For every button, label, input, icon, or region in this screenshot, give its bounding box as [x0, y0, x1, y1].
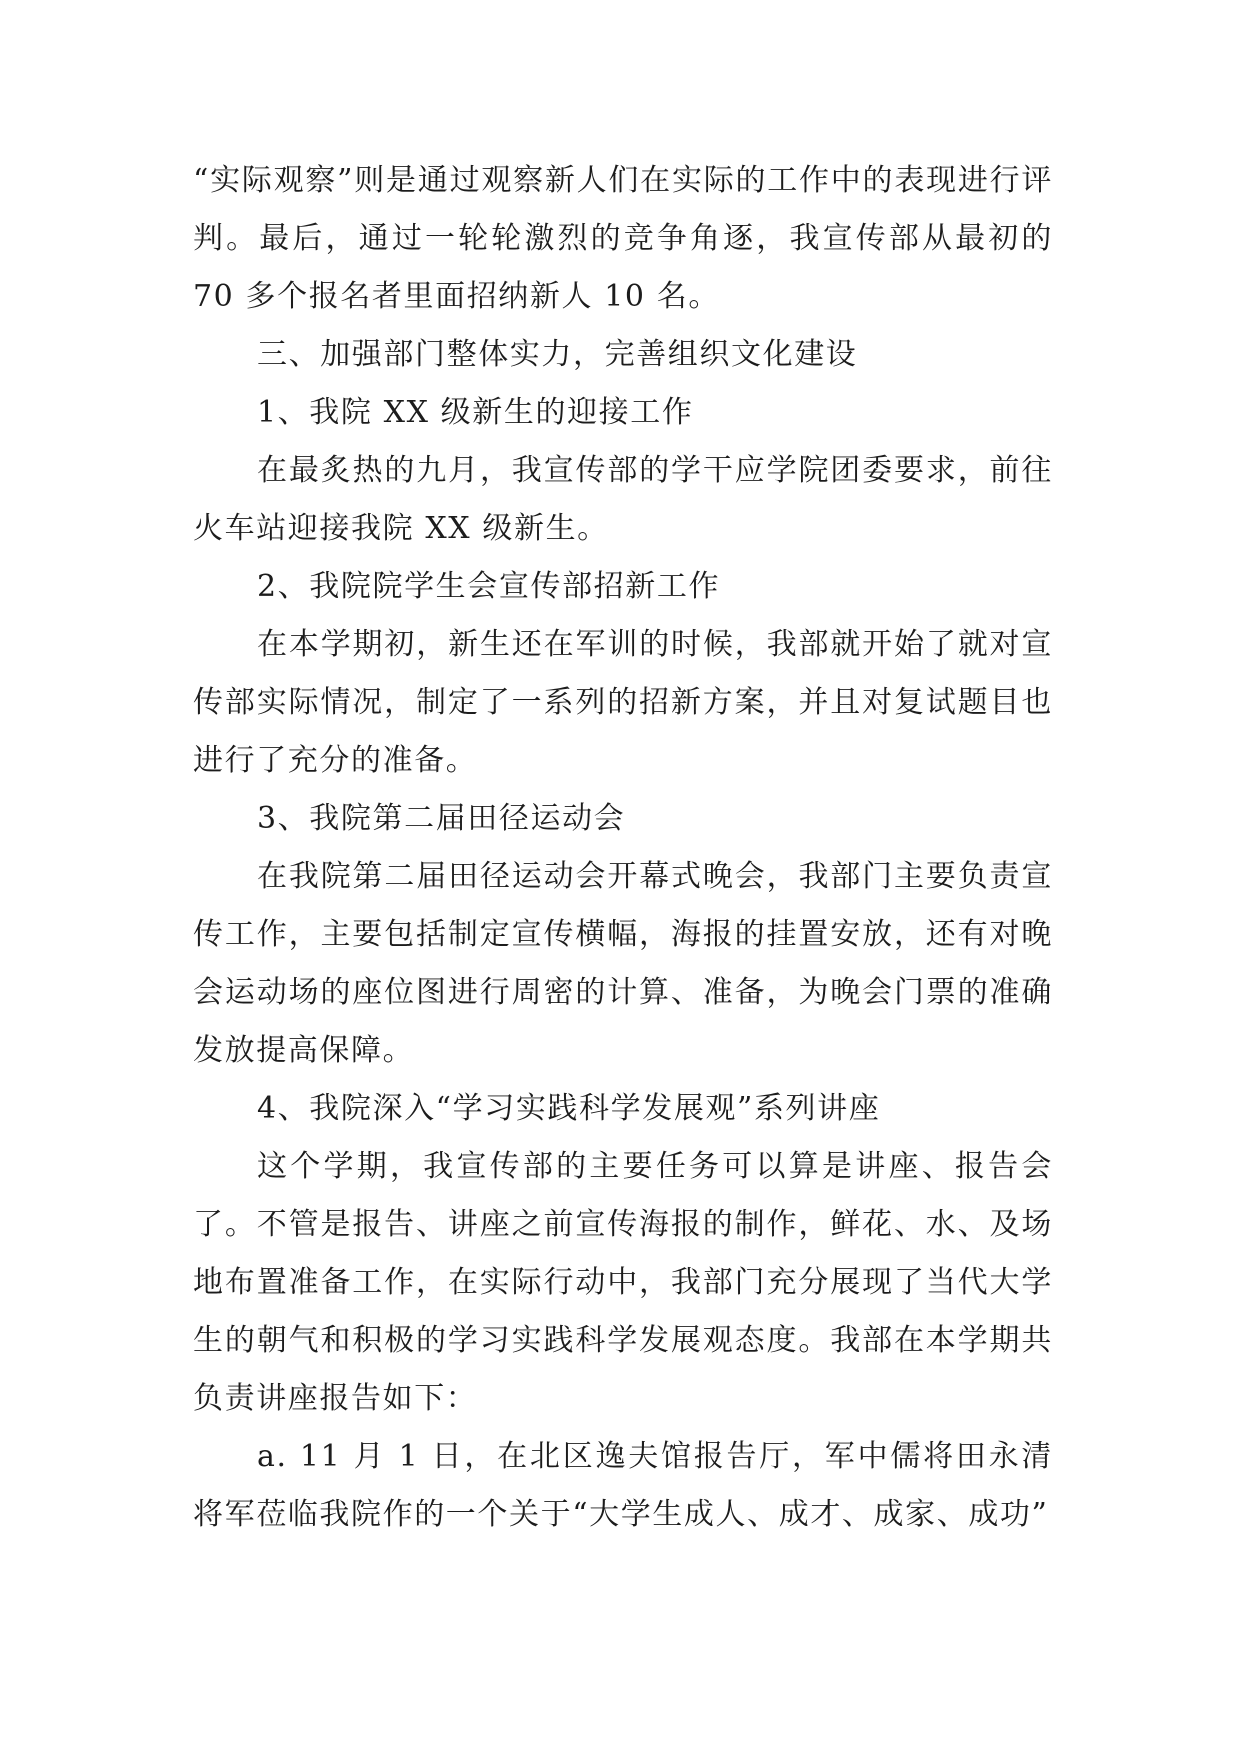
paragraph-item-3: 在我院第二届田径运动会开幕式晚会，我部门主要负责宣传工作，主要包括制定宣传横幅，海报的挂置安放，还有对晚会运动场的座位图进行周密的计算、准备，为晚会门票的准确发放提高保障。	[193, 859, 1053, 1068]
heading-item-4: 4、我院深入“学习实践科学发展观”系列讲座	[257, 1091, 881, 1126]
heading-section-three: 三、加强部门整体实力，完善组织文化建设	[257, 337, 858, 372]
heading-item-3: 3、我院第二届田径运动会	[257, 801, 626, 836]
document-body	[193, 152, 1053, 1544]
heading-item-1: 1、我院 XX 级新生的迎接工作	[257, 395, 694, 430]
paragraph-item-2: 在本学期初，新生还在军训的时候，我部就开始了就对宣传部实际情况，制定了一系列的招新方案，并且对复试题目也进行了充分的准备。	[193, 627, 1053, 778]
heading-item-2: 2、我院院学生会宣传部招新工作	[257, 569, 721, 604]
paragraph-item-1: 在最炙热的九月，我宣传部的学干应学院团委要求，前往火车站迎接我院 XX 级新生。	[193, 453, 1053, 546]
paragraph-observation: “实际观察”则是通过观察新人们在实际的工作中的表现进行评判。最后，通过一轮轮激烈的竞争角逐，我宣传部从最初的 70 多个报名者里面招纳新人 10 名。	[193, 163, 1053, 314]
paragraph-item-4: 这个学期，我宣传部的主要任务可以算是讲座、报告会了。不管是报告、讲座之前宣传海报的制作，鲜花、水、及场地布置准备工作，在实际行动中，我部门充分展现了当代大学生的朝气和积极的学习实践科学发展观态度。我部在本学期共负责讲座报告如下：	[193, 1149, 1053, 1416]
paragraph-lecture-a: a. 11 月 1 日，在北区逸夫馆报告厅，军中儒将田永清将军莅临我院作的一个关于“大学生成人、成才、成家、成功”	[193, 1439, 1053, 1532]
